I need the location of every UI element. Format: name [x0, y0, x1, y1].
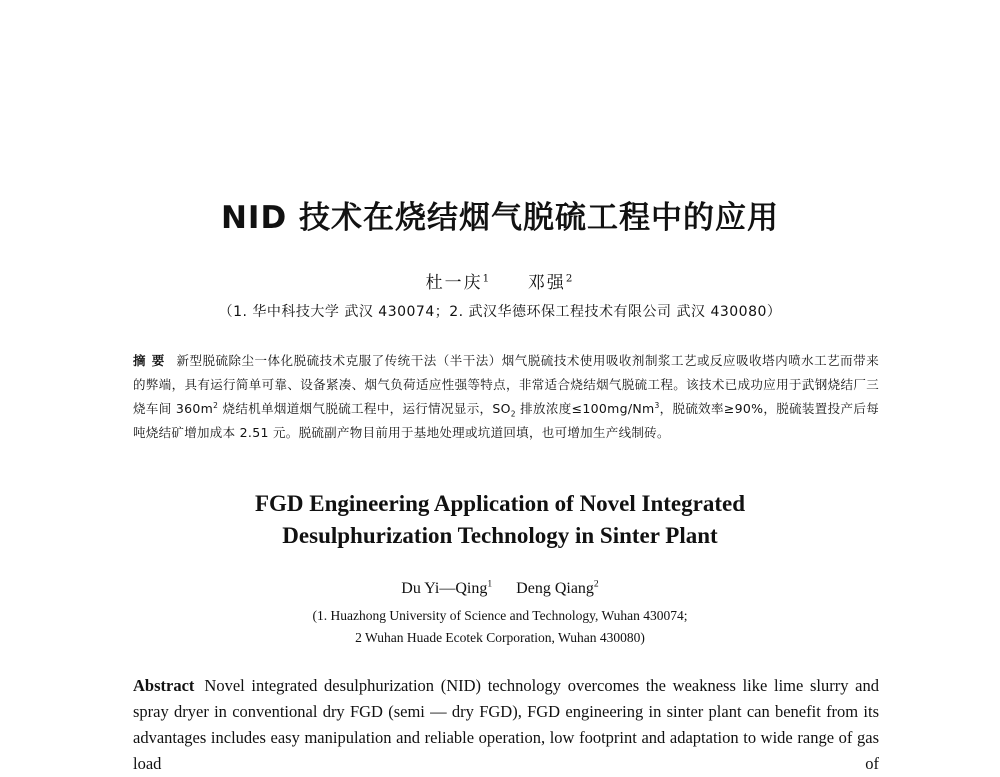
english-authors — [0, 580, 1000, 598]
english-title — [0, 488, 1000, 552]
superscript: 3 — [654, 400, 660, 410]
chinese-authors — [0, 268, 1000, 293]
english-abstract-label: Abstract — [133, 676, 195, 695]
chinese-abstract-text: ，脱硫效率≥90%，脱硫装置投产后每吨烧结矿增加成本 2.51 元。脱硫副产物目前用于基地处理或坑道回填，也可增加生产线制砖。 — [133, 401, 879, 440]
chinese-abstract-text: 烧结机单烟道烟气脱硫工程中，运行情况显示，SO — [218, 401, 511, 416]
english-affiliation-line: (1. Huazhong University of Science and Technology, Wuhan 430074; — [312, 608, 688, 623]
english-title-line: FGD Engineering Application of Novel Integrated — [254, 491, 746, 516]
chinese-abstract-text: 排放浓度≤100mg/Nm — [515, 401, 655, 416]
subscript: 2 — [510, 409, 516, 419]
english-abstract — [133, 673, 879, 777]
english-author-name: Deng Qiang — [516, 580, 594, 597]
author-affiliation-mark: 2 — [565, 273, 575, 285]
english-abstract-text: Novel integrated desulphurization (NID) technology overcomes the weakness like lime slurry and spray dryer in conventional dry FGD (semi — dry FGD), FGD engineering in sinter plant can benefit from its advantages includes easy manipulation and reliable operation, low footprint and adaptation to wide range of gas load of — [133, 676, 879, 773]
english-title-line: Desulphurization Technology in Sinter Plant — [282, 523, 718, 548]
chinese-abstract-label: 摘要 — [133, 353, 171, 368]
chinese-abstract-text: 新型脱硫除尘一体化脱硫技术克服了传统干法（半干法）烟气脱硫技术使用吸收剂制浆工艺或反应吸收塔内喷水工艺而带来的弊端，具有运行简单可靠、设备紧凑、烟气负荷适应性强等特点，非常适合烧结烟气脱硫工程。该技术已成功应用于武钢烧结厂三烧车间 360m — [133, 353, 879, 416]
chinese-author-name: 杜一庆 — [425, 273, 483, 293]
english-affiliation-line: 2 Wuhan Huade Ecotek Corporation, Wuhan 430080) — [355, 630, 645, 645]
english-affiliation — [0, 605, 1000, 649]
author-affiliation-mark: 1 — [482, 273, 492, 285]
superscript: 2 — [213, 400, 219, 410]
chinese-title: NID 技术在烧结烟气脱硫工程中的应用 — [220, 200, 779, 236]
chinese-abstract — [133, 349, 879, 445]
chinese-author-name: 邓强 — [527, 273, 566, 293]
english-author-name: Du Yi—Qing — [401, 580, 488, 597]
author-affiliation-mark: 2 — [593, 578, 599, 590]
author-affiliation-mark: 1 — [487, 578, 493, 590]
chinese-affiliation: （1. 华中科技大学 武汉 430074；2. 武汉华德环保工程技术有限公司 武汉 430080） — [218, 304, 782, 320]
